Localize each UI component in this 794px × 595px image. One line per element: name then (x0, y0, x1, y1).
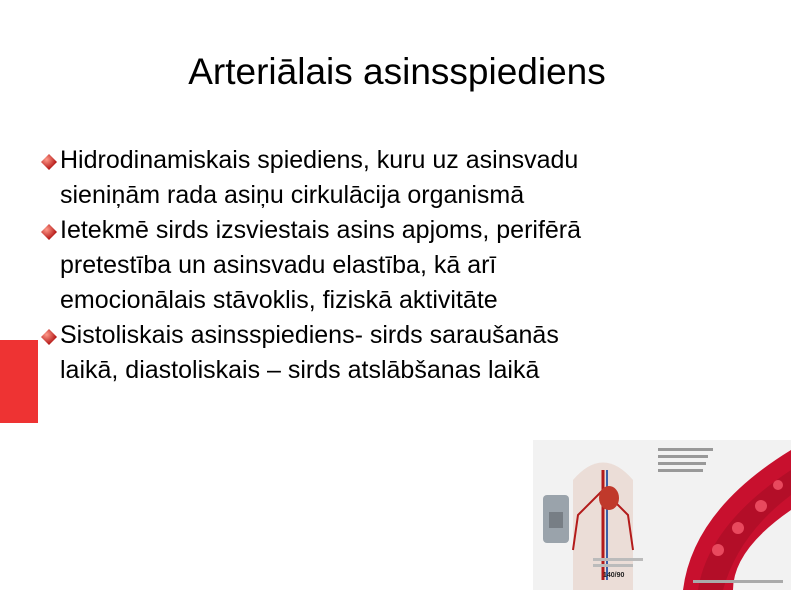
blood-pressure-illustration (533, 440, 791, 590)
bullet-icon (40, 328, 58, 346)
accent-bar (0, 340, 38, 423)
bullet-icon (40, 223, 58, 241)
bullet-text: Hidrodinamiskais spiediens, kuru uz asinsvadu sieniņām rada asiņu cirkulācija organismā (60, 146, 579, 209)
slide-title: Arteriālais asinsspiediens (188, 51, 606, 92)
bullet-list (40, 143, 760, 388)
bullet-item (40, 143, 760, 213)
bullet-item (40, 213, 760, 318)
circulation-figure-icon (533, 440, 791, 590)
bp-reading: 140/90 (603, 572, 625, 579)
bullet-text: Ietekmē sirds izsviestais asins apjoms, perifērā pretestība un asinsvadu elastība, kā arī emocionālais stāvoklis, fiziskā aktivitāte (60, 216, 582, 314)
bullet-text: Sistoliskais asinsspiediens- sirds saraušanās laikā, diastoliskais – sirds atslābšanas laikā (60, 321, 559, 384)
bullet-item (40, 318, 760, 388)
bullet-icon (40, 153, 58, 171)
